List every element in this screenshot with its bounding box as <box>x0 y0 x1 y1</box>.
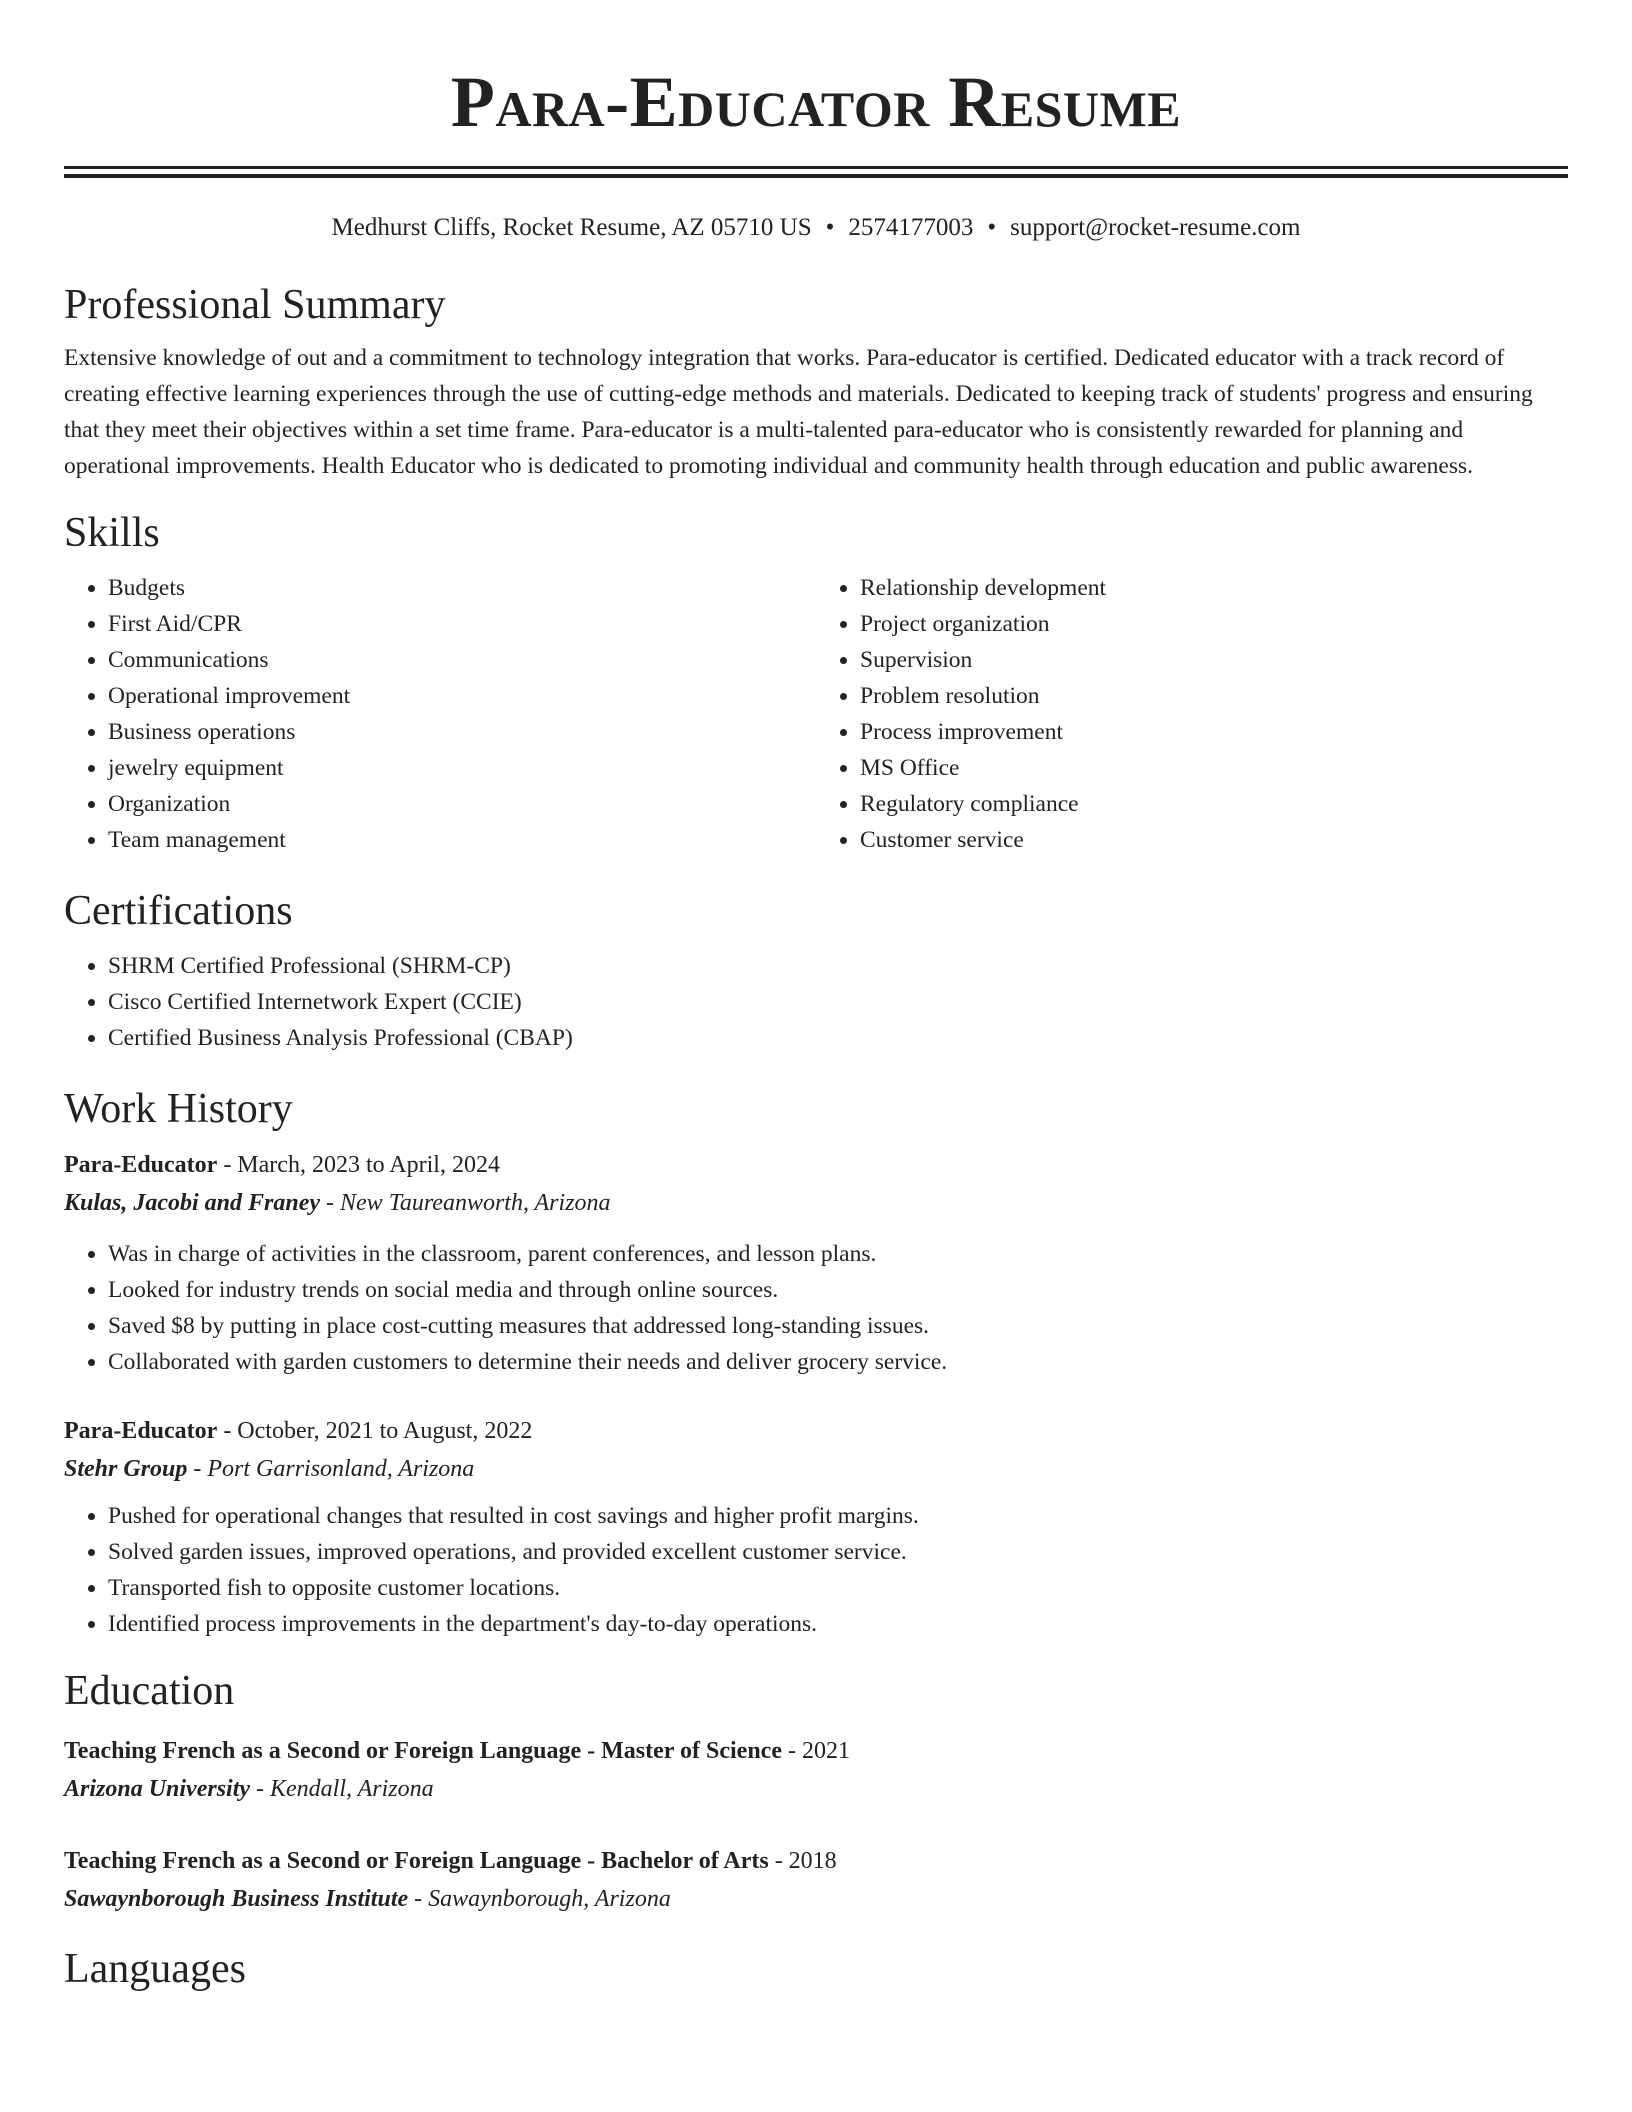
job-company-line <box>64 1184 1568 1222</box>
degree-year: - 2021 <box>781 1738 850 1764</box>
school-line <box>64 1770 1568 1808</box>
job-bullet: • Transported fish to opposite customer locations. <box>108 1570 1568 1606</box>
certifications-list <box>64 948 1568 1056</box>
skill-item: • Regulatory compliance <box>860 786 1568 822</box>
school-name: Sawaynborough Business Institute <box>64 1886 409 1912</box>
resume-title: Para-Educator Resume <box>450 62 1182 142</box>
skill-item: • Supervision <box>860 642 1568 678</box>
job-bullets <box>64 1236 1568 1380</box>
contact-email: support@rocket-resume.com <box>1010 214 1301 241</box>
skill-item: • Process improvement <box>860 714 1568 750</box>
job-bullets <box>64 1498 1568 1642</box>
degree-year: - 2018 <box>768 1848 837 1874</box>
skills-list <box>64 570 1568 858</box>
skill-item: • Team management <box>108 822 816 858</box>
job-bullet: • Was in charge of activities in the classroom, parent conferences, and lesson plans. <box>108 1236 1568 1272</box>
education-entry <box>64 1732 1568 1808</box>
job-location: - New Taureanworth, Arizona <box>320 1190 611 1216</box>
contact-line <box>64 213 1568 243</box>
summary-text: Extensive knowledge of out and a commitment to technology integration that works. Para-educator is certified. Dedicated educator with a track record of creating effective learning experiences through the use of cutting-edge methods and materials. Dedicated to keeping track of students' progress and ensuring that they meet their objectives within a set time frame. Para-educator is a multi-talented para-educator who is consistently rewarded for planning and operational improvements. Health Educator who is dedicated to promoting individual and community health through education and public awareness. <box>64 345 1533 479</box>
school-location: - Sawaynborough, Arizona <box>408 1886 671 1912</box>
education-entry <box>64 1842 1568 1918</box>
job-bullet: • Saved $8 by putting in place cost-cutting measures that addressed long-standing issues. <box>108 1308 1568 1344</box>
job-title-line <box>64 1146 1568 1184</box>
skill-item: • Business operations <box>108 714 816 750</box>
job-entry <box>64 1146 1568 1380</box>
contact-separator: • <box>987 214 997 241</box>
skill-item: • Project organization <box>860 606 1568 642</box>
skills-heading: Skills <box>64 510 160 556</box>
school-location: - Kendall, Arizona <box>250 1776 434 1802</box>
title-divider-top <box>64 166 1568 169</box>
job-dates: - October, 2021 to August, 2022 <box>217 1418 533 1444</box>
title-divider-bottom <box>64 174 1568 178</box>
work-history-heading: Work History <box>64 1086 293 1132</box>
job-company-line <box>64 1450 1568 1488</box>
skill-item: • Budgets <box>108 570 816 606</box>
degree-line <box>64 1842 1568 1880</box>
school-line <box>64 1880 1568 1918</box>
resume-page <box>64 0 1568 1994</box>
job-location: - Port Garrisonland, Arizona <box>187 1456 475 1482</box>
skill-item: • Organization <box>108 786 816 822</box>
degree-line <box>64 1732 1568 1770</box>
certification-item: • Certified Business Analysis Professional (CBAP) <box>108 1020 1568 1056</box>
job-bullet: • Identified process improvements in the department's day-to-day operations. <box>108 1606 1568 1642</box>
skill-item: • jewelry equipment <box>108 750 816 786</box>
contact-address: Medhurst Cliffs, Rocket Resume, AZ 05710 US <box>331 214 812 241</box>
degree-name: Teaching French as a Second or Foreign Language - Bachelor of Arts <box>64 1848 769 1874</box>
summary-heading: Professional Summary <box>64 282 446 328</box>
contact-separator: • <box>825 214 835 241</box>
contact-phone: 2574177003 <box>848 214 974 241</box>
education-heading: Education <box>64 1668 235 1714</box>
skill-item: • Customer service <box>860 822 1568 858</box>
skill-item: • Communications <box>108 642 816 678</box>
job-bullet: • Pushed for operational changes that resulted in cost savings and higher profit margins. <box>108 1498 1568 1534</box>
skill-item: • Relationship development <box>860 570 1568 606</box>
job-title: Para-Educator <box>64 1152 218 1178</box>
skills-column-left <box>64 570 816 858</box>
skill-item: • Operational improvement <box>108 678 816 714</box>
school-name: Arizona University <box>64 1776 251 1802</box>
job-bullet: • Collaborated with garden customers to determine their needs and deliver grocery service. <box>108 1344 1568 1380</box>
job-title: Para-Educator <box>64 1418 218 1444</box>
certification-item: • Cisco Certified Internetwork Expert (CCIE) <box>108 984 1568 1020</box>
skill-item: • Problem resolution <box>860 678 1568 714</box>
job-title-line <box>64 1412 1568 1450</box>
degree-name: Teaching French as a Second or Foreign Language - Master of Science <box>64 1738 782 1764</box>
job-dates: - March, 2023 to April, 2024 <box>217 1152 500 1178</box>
skills-column-right <box>816 570 1568 858</box>
job-company: Kulas, Jacobi and Franey <box>64 1190 321 1216</box>
job-company: Stehr Group <box>64 1456 188 1482</box>
certifications-heading: Certifications <box>64 888 293 934</box>
certification-item: • SHRM Certified Professional (SHRM-CP) <box>108 948 1568 984</box>
skill-item: • First Aid/CPR <box>108 606 816 642</box>
job-entry <box>64 1412 1568 1642</box>
skill-item: • MS Office <box>860 750 1568 786</box>
languages-heading: Languages <box>64 1946 246 1992</box>
job-bullet: • Looked for industry trends on social media and through online sources. <box>108 1272 1568 1308</box>
job-bullet: • Solved garden issues, improved operations, and provided excellent customer service. <box>108 1534 1568 1570</box>
